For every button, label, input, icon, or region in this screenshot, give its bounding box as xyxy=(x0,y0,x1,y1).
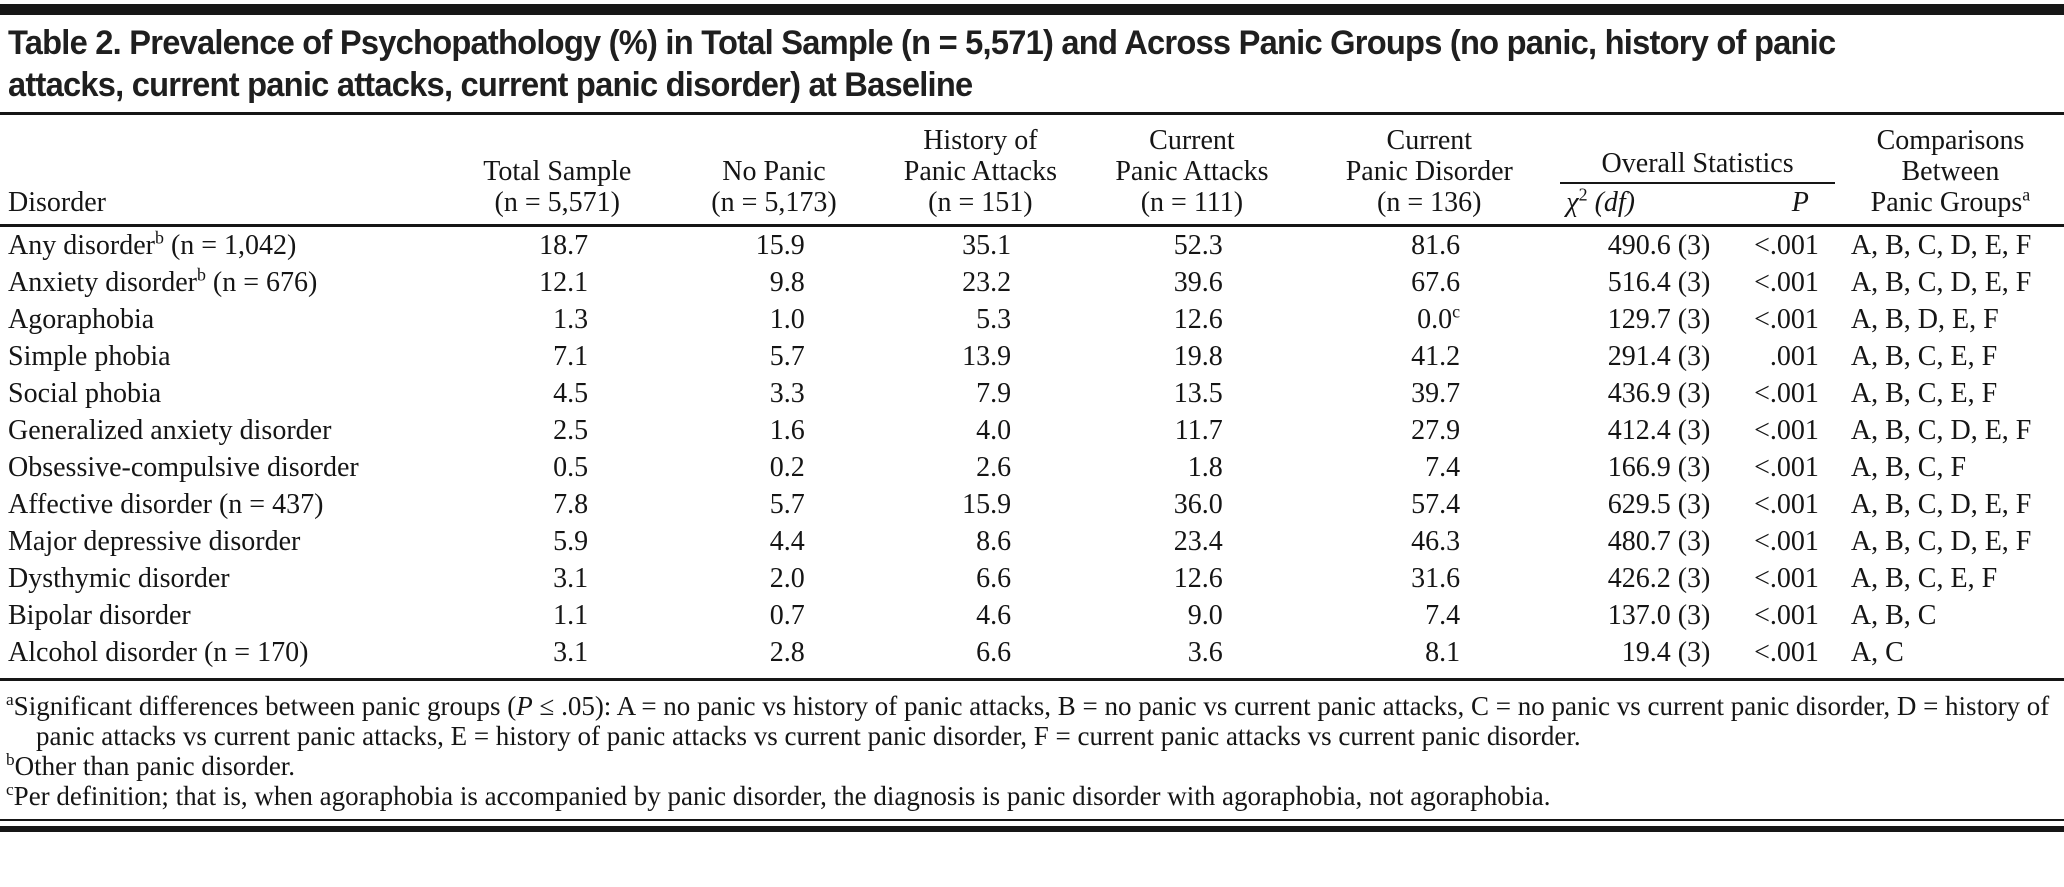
footnote-c: $^c$Per definition; that is, when agoraphobia is accompanied by panic disorder, the diagnosis is panic disorder with agoraphobia, not agoraphobia. xyxy=(6,780,1551,811)
table-row xyxy=(0,338,2064,375)
column-header-overall-statistics xyxy=(1558,115,1837,226)
top-rule xyxy=(0,4,2064,15)
chi-square-cell: 291.4 (3) xyxy=(1607,341,1711,372)
total-sample-cell: 1.1 xyxy=(553,600,589,631)
table-row xyxy=(0,264,2064,301)
p-value-cell: <.001 xyxy=(1754,415,1819,446)
disorder-name-cell: Agoraphobia xyxy=(8,304,155,335)
prevalence-table xyxy=(0,115,2064,671)
comparisons-cell: A, B, C, D, E, F xyxy=(1850,415,2032,446)
disorder-name-cell: Alcohol disorder (n = 170) xyxy=(8,637,309,668)
chi-square-cell: 166.9 (3) xyxy=(1607,452,1711,483)
chi-square-cell: 129.7 (3) xyxy=(1607,304,1711,335)
current-panic-disorder-cell: 67.6 xyxy=(1411,267,1461,298)
disorder-name-cell: Affective disorder (n = 437) xyxy=(8,489,324,520)
p-value-cell: <.001 xyxy=(1754,267,1819,298)
chi-square-cell: 19.4 (3) xyxy=(1621,637,1711,668)
table-row xyxy=(0,597,2064,634)
column-header-current-panic-attacks: Current Panic Attacks (n = 111) xyxy=(1084,115,1301,226)
p-value-cell: <.001 xyxy=(1754,637,1819,668)
disorder-name-cell: Obsessive-compulsive disorder xyxy=(8,452,359,483)
comparisons-cell: A, B, C, E, F xyxy=(1850,341,1998,372)
paper-table-page xyxy=(0,4,2064,887)
current-panic-attacks-cell: 1.8 xyxy=(1187,452,1223,483)
no-panic-cell: 2.0 xyxy=(769,563,805,594)
total-sample-cell: 0.5 xyxy=(553,452,589,483)
current-panic-attacks-cell: 12.6 xyxy=(1173,563,1223,594)
total-sample-cell: 7.1 xyxy=(553,341,589,372)
chi-square-df-label: $\chi^2$ (df) xyxy=(1566,184,1635,218)
p-value-cell: <.001 xyxy=(1754,563,1819,594)
current-panic-disorder-cell: 57.4 xyxy=(1411,489,1461,520)
comparisons-cell: A, B, C xyxy=(1850,600,1937,631)
comparisons-cell: A, B, C, F xyxy=(1850,452,1967,483)
disorder-name-cell: Any disorder$^b$ (n = 1,042) xyxy=(8,227,297,261)
chi-square-cell: 412.4 (3) xyxy=(1607,415,1711,446)
history-panic-attacks-cell: 23.2 xyxy=(962,267,1012,298)
current-panic-attacks-cell: 9.0 xyxy=(1187,600,1223,631)
p-value-cell: <.001 xyxy=(1754,452,1819,483)
current-panic-disorder-cell: 31.6 xyxy=(1411,563,1461,594)
table-title-line2: attacks, current panic attacks, current panic disorder) at Baseline xyxy=(8,66,973,104)
total-sample-cell: 3.1 xyxy=(553,637,589,668)
column-header-no-panic: No Panic (n = 5,173) xyxy=(671,115,877,226)
table-row xyxy=(0,412,2064,449)
current-panic-attacks-cell: 3.6 xyxy=(1187,637,1223,668)
footnote-a: $^a$Significant differences between panic groups (P ≤ .05): A = no panic vs history of panic attacks, B = no panic vs current panic attacks, C = no panic vs current panic disorder, D = history of panic attacks vs current panic attacks, E = history of panic attacks vs current panic disorder, F = current panic attacks vs current panic disorder. xyxy=(6,690,2050,751)
total-sample-cell: 1.3 xyxy=(553,304,589,335)
no-panic-cell: 5.7 xyxy=(769,341,805,372)
comparisons-cell: A, B, C, E, F xyxy=(1850,563,1998,594)
footnote-b: $^b$Other than panic disorder. xyxy=(6,750,296,781)
no-panic-cell: 9.8 xyxy=(769,267,805,298)
p-value-cell: <.001 xyxy=(1754,526,1819,557)
current-panic-attacks-cell: 36.0 xyxy=(1173,489,1223,520)
current-panic-attacks-cell: 11.7 xyxy=(1174,415,1223,446)
comparisons-cell: A, B, C, D, E, F xyxy=(1850,489,2032,520)
current-panic-attacks-cell: 13.5 xyxy=(1173,378,1223,409)
current-panic-disorder-cell: 81.6 xyxy=(1411,230,1461,261)
current-panic-disorder-cell: 46.3 xyxy=(1411,526,1461,557)
column-header-disorder: Disorder xyxy=(0,115,444,226)
disorder-name-cell: Anxiety disorder$^b$ (n = 676) xyxy=(8,264,318,298)
comparisons-cell: A, B, C, D, E, F xyxy=(1850,526,2032,557)
history-panic-attacks-cell: 2.6 xyxy=(976,452,1012,483)
current-panic-attacks-cell: 12.6 xyxy=(1173,304,1223,335)
table-title-line1: Table 2. Prevalence of Psychopathology (%) in Total Sample (n = 5,571) and Across Panic Groups (no panic, history of panic xyxy=(8,24,1836,62)
chi-square-cell: 480.7 (3) xyxy=(1607,526,1711,557)
current-panic-attacks-cell: 23.4 xyxy=(1173,526,1223,557)
no-panic-cell: 0.7 xyxy=(769,600,805,631)
p-value-label: P xyxy=(1791,187,1809,218)
total-sample-cell: 12.1 xyxy=(539,267,589,298)
current-panic-disorder-cell: 39.7 xyxy=(1411,378,1461,409)
current-panic-attacks-cell: 19.8 xyxy=(1173,341,1223,372)
disorder-name-cell: Dysthymic disorder xyxy=(8,563,230,594)
total-sample-cell: 5.9 xyxy=(553,526,589,557)
table-row xyxy=(0,301,2064,338)
total-sample-cell: 3.1 xyxy=(553,563,589,594)
table-header xyxy=(0,115,2064,226)
history-panic-attacks-cell: 7.9 xyxy=(976,378,1012,409)
current-panic-disorder-cell: 7.4 xyxy=(1425,600,1461,631)
current-panic-attacks-cell: 52.3 xyxy=(1173,230,1223,261)
table-row xyxy=(0,226,2064,265)
table-row xyxy=(0,560,2064,597)
column-header-current-panic-disorder: Current Panic Disorder (n = 136) xyxy=(1300,115,1558,226)
bottom-thin-rule xyxy=(0,819,2064,821)
table-body xyxy=(0,226,2064,672)
no-panic-cell: 15.9 xyxy=(755,230,805,261)
disorder-name-cell: Social phobia xyxy=(8,378,162,409)
history-panic-attacks-cell: 4.6 xyxy=(976,600,1012,631)
current-panic-disorder-cell: 27.9 xyxy=(1411,415,1461,446)
history-panic-attacks-cell: 13.9 xyxy=(962,341,1012,372)
bottom-thick-rule xyxy=(0,826,2064,832)
table-title xyxy=(0,15,2064,112)
no-panic-cell: 2.8 xyxy=(769,637,805,668)
chi-square-cell: 137.0 (3) xyxy=(1607,600,1711,631)
p-value-cell: <.001 xyxy=(1754,378,1819,409)
column-header-total-sample: Total Sample (n = 5,571) xyxy=(444,115,671,226)
total-sample-cell: 4.5 xyxy=(553,378,589,409)
total-sample-cell: 2.5 xyxy=(553,415,589,446)
chi-square-cell: 426.2 (3) xyxy=(1607,563,1711,594)
disorder-name-cell: Major depressive disorder xyxy=(8,526,301,557)
table-row xyxy=(0,375,2064,412)
comparisons-cell: A, B, C, D, E, F xyxy=(1850,267,2032,298)
disorder-name-cell: Simple phobia xyxy=(8,341,171,372)
p-value-cell: <.001 xyxy=(1754,304,1819,335)
no-panic-cell: 1.0 xyxy=(769,304,805,335)
p-value-cell: <.001 xyxy=(1754,230,1819,261)
history-panic-attacks-cell: 5.3 xyxy=(976,304,1012,335)
column-header-comparisons: Comparisons Between Panic Groups$^a$ xyxy=(1837,115,2064,226)
total-sample-cell: 18.7 xyxy=(539,230,589,261)
history-panic-attacks-cell: 6.6 xyxy=(976,563,1012,594)
disorder-name-cell: Generalized anxiety disorder xyxy=(8,415,332,446)
no-panic-cell: 0.2 xyxy=(769,452,805,483)
footnote-marker-a: a xyxy=(2022,184,2031,205)
comparisons-cell: A, C xyxy=(1850,637,1904,668)
no-panic-cell: 3.3 xyxy=(769,378,805,409)
table-row xyxy=(0,449,2064,486)
table-row xyxy=(0,523,2064,560)
overall-statistics-label: Overall Statistics xyxy=(1560,148,1835,184)
comparisons-cell: A, B, C, E, F xyxy=(1850,378,1998,409)
no-panic-cell: 1.6 xyxy=(769,415,805,446)
history-panic-attacks-cell: 15.9 xyxy=(962,489,1012,520)
chi-square-cell: 490.6 (3) xyxy=(1607,230,1711,261)
table-row xyxy=(0,486,2064,523)
chi-square-cell: 629.5 (3) xyxy=(1607,489,1711,520)
no-panic-cell: 5.7 xyxy=(769,489,805,520)
current-panic-disorder-cell: 41.2 xyxy=(1411,341,1461,372)
p-value-cell: .001 xyxy=(1769,341,1819,372)
chi-square-cell: 436.9 (3) xyxy=(1607,378,1711,409)
disorder-name-cell: Bipolar disorder xyxy=(8,600,191,631)
table-row xyxy=(0,634,2064,671)
current-panic-disorder-cell: 0.0$^c$ xyxy=(1417,301,1461,335)
current-panic-disorder-cell: 8.1 xyxy=(1425,637,1461,668)
footnotes xyxy=(0,681,2064,811)
comparisons-cell: A, B, C, D, E, F xyxy=(1850,230,2032,261)
total-sample-cell: 7.8 xyxy=(553,489,589,520)
comparisons-cell: A, B, D, E, F xyxy=(1850,304,1999,335)
current-panic-attacks-cell: 39.6 xyxy=(1173,267,1223,298)
current-panic-disorder-cell: 7.4 xyxy=(1425,452,1461,483)
p-value-cell: <.001 xyxy=(1754,600,1819,631)
history-panic-attacks-cell: 4.0 xyxy=(976,415,1012,446)
history-panic-attacks-cell: 6.6 xyxy=(976,637,1012,668)
column-header-history-panic-attacks: History of Panic Attacks (n = 151) xyxy=(877,115,1083,226)
p-value-cell: <.001 xyxy=(1754,489,1819,520)
history-panic-attacks-cell: 35.1 xyxy=(962,230,1012,261)
no-panic-cell: 4.4 xyxy=(769,526,805,557)
chi-square-cell: 516.4 (3) xyxy=(1607,267,1711,298)
history-panic-attacks-cell: 8.6 xyxy=(976,526,1012,557)
